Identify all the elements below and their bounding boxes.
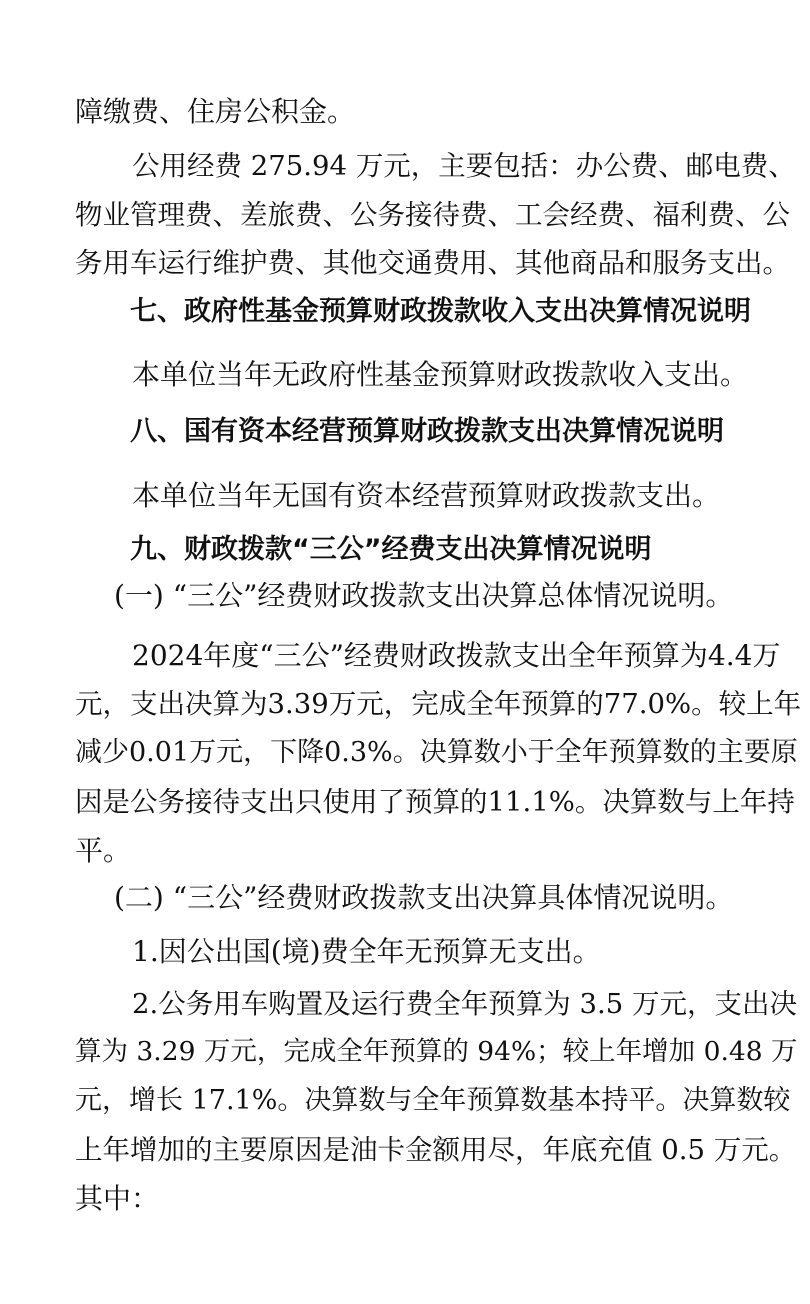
paragraph-line: 本单位当年无国有资本经营预算财政拨款支出。 bbox=[132, 479, 721, 512]
paragraph-line: 物业管理费、差旅费、公务接待费、工会经费、福利费、公 bbox=[75, 199, 790, 231]
subsection-heading-2: (二) “三公”经费财政拨款支出决算具体情况说明。 bbox=[114, 881, 734, 914]
paragraph-line: 障缴费、住房公积金。 bbox=[75, 95, 356, 128]
section-heading-7: 七、政府性基金预算财政拨款收入支出决算情况说明 bbox=[130, 296, 751, 327]
paragraph-line: 公用经费 275.94 万元，主要包括：办公费、邮电费、 bbox=[132, 150, 796, 182]
paragraph-line: 本单位当年无政府性基金预算财政拨款收入支出。 bbox=[132, 358, 749, 391]
paragraph-line: 2024年度“三公”经费财政拨款支出全年预算为4.4万 bbox=[132, 639, 781, 672]
paragraph-line: 平。 bbox=[75, 834, 132, 867]
paragraph-line: 务用车运行维护费、其他交通费用、其他商品和服务支出。 bbox=[75, 247, 790, 279]
paragraph-line: 因是公务接待支出只使用了预算的11.1%。决算数与上年持 bbox=[75, 786, 795, 818]
paragraph-line: 其中： bbox=[75, 1182, 160, 1215]
paragraph-line: 上年增加的主要原因是油卡金额用尽，年底充值 0.5 万元。 bbox=[75, 1134, 797, 1166]
paragraph-line: 减少0.01万元，下降0.3%。决算数小于全年预算数的主要原 bbox=[75, 737, 798, 768]
section-heading-9: 九、财政拨款“三公”经费支出决算情况说明 bbox=[130, 534, 652, 565]
paragraph-line: 1.因公出国(境)费全年无预算无支出。 bbox=[132, 935, 601, 968]
paragraph-line: 元，支出决算为3.39万元，完成全年预算的77.0%。较上年 bbox=[75, 688, 802, 720]
paragraph-line: 算为 3.29 万元，完成全年预算的 94%；较上年增加 0.48 万 bbox=[75, 1036, 798, 1067]
section-heading-8: 八、国有资本经营预算财政拨款支出决算情况说明 bbox=[130, 416, 724, 447]
subsection-heading-1: (一) “三公”经费财政拨款支出决算总体情况说明。 bbox=[114, 579, 734, 612]
paragraph-line: 2.公务用车购置及运行费全年预算为 3.5 万元，支出决 bbox=[132, 988, 797, 1020]
paragraph-line: 元，增长 17.1%。决算数与全年预算数基本持平。决算数较 bbox=[75, 1085, 791, 1116]
